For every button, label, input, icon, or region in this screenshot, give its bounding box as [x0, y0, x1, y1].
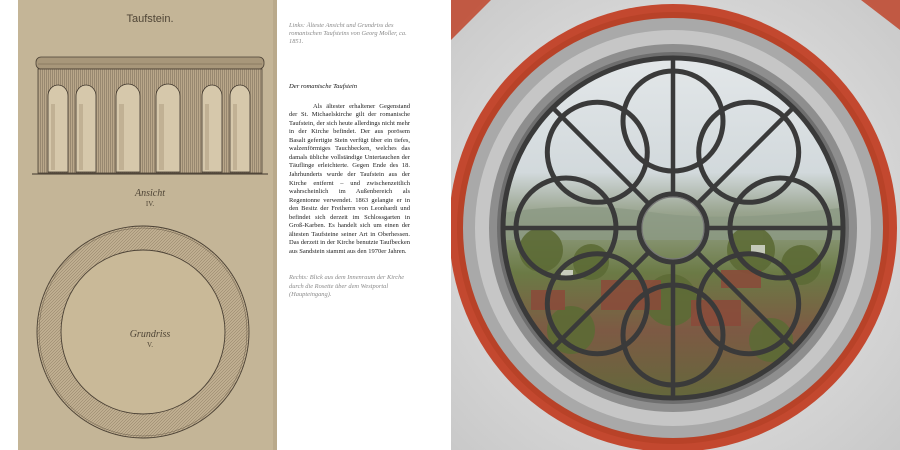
section-heading: Der romanische Taufstein	[289, 82, 358, 90]
text-column	[289, 22, 410, 299]
caption-left: Links: Älteste Ansicht und Grundriss des romanischen Taufsteins von Georg Moller, ca. 1851.	[289, 22, 407, 46]
font-elevation	[32, 57, 268, 174]
rose-window-illustration	[451, 0, 900, 450]
plan-number: V.	[147, 341, 153, 349]
rose-window-photo	[451, 0, 900, 450]
view-number: IV.	[145, 200, 155, 208]
engraving-plate	[18, 0, 277, 450]
plate-title: Taufstein.	[126, 13, 174, 25]
view-label: Ansicht	[135, 188, 165, 199]
caption-right: Rechts: Blick aus dem Innenraum der Kirche durch die Rosette über dem Westportal (Haupteingang).	[289, 274, 405, 298]
body-text: Als ältester erhaltener Gegenstand der St. Michaelskirche gilt der romanische Taufstein, der sich heute allerdings nicht mehr in der Kirche befindet. Der aus porösem Basalt gefertigte Stein verfügt über ein tiefes, walzenförmiges Tauchbecken, welches das damals übliche vollständige Untertauchen der Täuflinge erleichterte. Gegen Ende des 18. Jahrhunderts wurde der Taufstein aus der Kirche entfernt – und zwischenzeitlich wahrscheinlich im Außenbereich als Regentonne verwendet. 1863 gelangte er in den Besitz der Freiherrn von Leonhardi und befindet sich derzeit im Schlossgarten in Groß-Karben. Es handelt sich um einen der ältesten Taufsteine seiner Art in Oberhessen. Das derzeit in der Kirche benutzte Taufbecken aus Sandstein stammt aus den 1970er Jahren.	[289, 102, 410, 255]
engraving-illustration	[18, 0, 277, 450]
plan-label: Grundriss	[129, 329, 171, 340]
